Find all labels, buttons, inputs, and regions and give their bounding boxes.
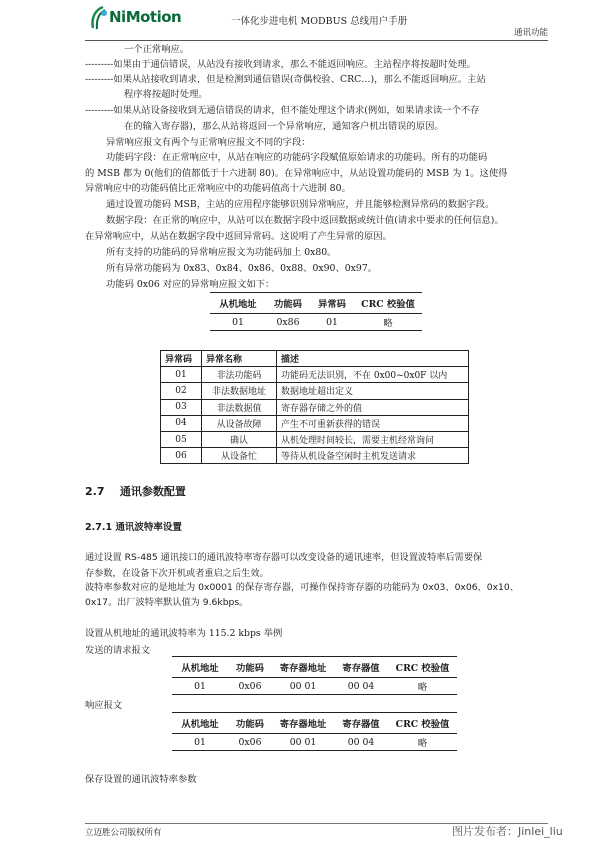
text-line: 异常响应报文有两个与正常响应报文不同的字段：	[106, 137, 311, 148]
table-header-cell: 寄存器地址	[279, 663, 327, 674]
table-cell: 功能码无法识别，不在 0x00~0x0F 以内	[277, 367, 469, 383]
table-cell: 0x86	[276, 316, 300, 328]
document-title: 一体化步进电机 MODBUS 总线用户手册	[231, 16, 408, 27]
section-number: 2.7	[85, 485, 105, 498]
paragraph-line: 通过设置 RS-485 通讯接口的通讯波特率寄存器可以改变设备的通讯速率，但设置波特率后需要保	[85, 552, 483, 563]
table-row	[161, 431, 469, 447]
example-caption: 设置从机地址的通讯波特率为 115.2 kbps 举例	[85, 628, 283, 639]
table-header-cell: 功能码	[274, 299, 302, 310]
logo-swoosh-icon	[89, 4, 111, 32]
paragraph-line: 存参数，在设备下次开机或者重启之后生效。	[85, 568, 269, 579]
table-cell: 略	[417, 682, 428, 693]
table-cell: 等待从机设备空闲时主机发送请求	[277, 448, 469, 464]
table-cell: 00 01	[289, 680, 317, 692]
table-header-cell: 寄存器地址	[279, 719, 327, 730]
table-cell: 01	[161, 367, 202, 383]
text-line: 通过设置功能码 MSB，主站的应用程序能够识别异常响应，并且能够检测异常码的数据字段。	[106, 199, 495, 210]
table-header-cell: 描述	[277, 351, 469, 367]
text-line: 数据字段：在正常的响应中，从站可以在数据字段中返回数据或统计值(请求中要求的任何信息)。	[106, 215, 504, 226]
table-cell: 从设备故障	[202, 415, 277, 431]
table-cell: 03	[161, 399, 202, 415]
table-header-cell: 从机地址	[181, 719, 219, 730]
table-row	[161, 399, 469, 415]
response-table	[172, 712, 457, 751]
table-cell: 06	[161, 448, 202, 464]
request-label: 发送的请求报文	[85, 645, 151, 656]
text-line: ---------如果由于通信错误，从站没有接收到请求，那么不能返回响应。主站程序将按超时处理。	[85, 59, 476, 70]
save-params-label: 保存设置的通讯波特率参数	[85, 774, 197, 785]
text-line: 的 MSB 都为 0(他们的值都低于十六进制 80)。在异常响应中，从站设置功能码的 MSB 为 1。这使得	[85, 168, 508, 179]
table-cell: 01	[194, 736, 206, 748]
table-cell: 01	[326, 316, 338, 328]
paragraph-line: 0x17。出厂波特率默认值为 9.6kbps。	[85, 597, 249, 608]
text-line: ---------如果从站接收到请求，但是检测到通信错误(奇偶校验、CRC…)，那么不能返回响应。主站	[85, 74, 486, 85]
response-label: 响应报文	[85, 700, 123, 711]
section-title: 通讯参数配置	[119, 485, 186, 498]
text-line: 所有支持的功能码的异常响应报文为功能码加上 0x80。	[106, 247, 337, 258]
table-header-cell: CRC 校验值	[395, 719, 450, 730]
table-header-cell: CRC 校验值	[361, 299, 415, 310]
table-row	[161, 448, 469, 464]
text-line: 功能码字段：在正常响应中，从站在响应的功能码字段赋值原始请求的功能码。所有的功能码	[106, 152, 488, 163]
table-cell: 0x06	[238, 680, 262, 692]
text-line: 异常响应中的功能码值比正常响应中的功能码值高十六进制 80。	[85, 183, 351, 194]
table-row	[161, 383, 469, 399]
table-header-cell: 从机地址	[219, 299, 257, 310]
table-header-cell: 异常名称	[202, 351, 277, 367]
page-header	[85, 0, 548, 41]
table-cell: 00 04	[347, 680, 375, 692]
table-cell: 0x06	[238, 736, 262, 748]
text-line: 在的输入寄存器)，那么从站将返回一个异常响应，通知客户机出错误的原因。	[124, 121, 444, 132]
footer-copyright: 立迈胜公司版权所有	[85, 828, 162, 838]
table-header-cell: 功能码	[236, 719, 264, 730]
table-cell: 非法数据地址	[202, 383, 277, 399]
table-cell: 非法功能码	[202, 367, 277, 383]
table-header-cell: 寄存器值	[342, 663, 380, 674]
header-section-label: 通讯功能	[513, 28, 548, 38]
table-row	[172, 678, 457, 695]
subsection-heading: 2.7.1 通讯波特率设置	[85, 522, 182, 533]
table-row	[161, 367, 469, 383]
table-row	[172, 734, 457, 751]
text-line: 功能码 0x06 对应的异常响应报文如下：	[106, 279, 275, 290]
table-cell: 确认	[202, 431, 277, 447]
table-cell: 05	[161, 431, 202, 447]
table-header-cell: 从机地址	[181, 663, 219, 674]
table-cell: 略	[383, 318, 393, 329]
table-cell: 01	[232, 316, 244, 328]
table-row	[161, 415, 469, 431]
table-cell: 非法数据值	[202, 399, 277, 415]
logo-text: NiMotion	[109, 8, 182, 26]
nimotion-logo	[89, 4, 182, 32]
table-header-cell: 异常码	[161, 351, 202, 367]
table-cell: 00 01	[289, 736, 317, 748]
table-header-cell: 异常码	[318, 299, 346, 310]
table-cell: 01	[194, 680, 206, 692]
exception-response-table	[210, 292, 422, 331]
table-cell: 数据地址超出定义	[277, 383, 469, 399]
publisher-watermark: 图片发布者：Jinlei_liu	[452, 825, 563, 838]
text-line: 在异常响应中，从站在数据字段中返回异常码。这说明了产生异常的原因。	[85, 231, 392, 242]
table-row	[210, 314, 422, 331]
request-table	[172, 656, 457, 695]
table-cell: 从机处理时间较长，需要主机经常询问	[277, 431, 469, 447]
table-header-cell: CRC 校验值	[395, 663, 450, 674]
text-line: 一个正常响应。	[124, 44, 190, 55]
table-cell: 从设备忙	[202, 448, 277, 464]
table-cell: 00 04	[347, 736, 375, 748]
text-line: 程序将按超时处理。	[124, 89, 208, 100]
paragraph-line: 波特率参数对应的是地址为 0x0001 的保存寄存器，可操作保持寄存器的功能码为 0x03、0x06、0x10、	[85, 582, 519, 593]
table-cell: 略	[417, 738, 428, 749]
text-line: ---------如果从站设备接收到无通信错误的请求，但不能处理这个请求(例如，如果请求读一个不存	[85, 105, 480, 116]
table-cell: 寄存器存储之外的值	[277, 399, 469, 415]
table-cell: 产生不可重新获得的错误	[277, 415, 469, 431]
section-heading	[85, 485, 186, 499]
text-line: 所有异常功能码为 0x83、0x84、0x86、0x88、0x90、0x97。	[106, 263, 378, 274]
table-cell: 04	[161, 415, 202, 431]
table-cell: 02	[161, 383, 202, 399]
exception-code-table	[160, 350, 469, 464]
table-header-cell: 功能码	[236, 663, 264, 674]
table-header-cell: 寄存器值	[342, 719, 380, 730]
